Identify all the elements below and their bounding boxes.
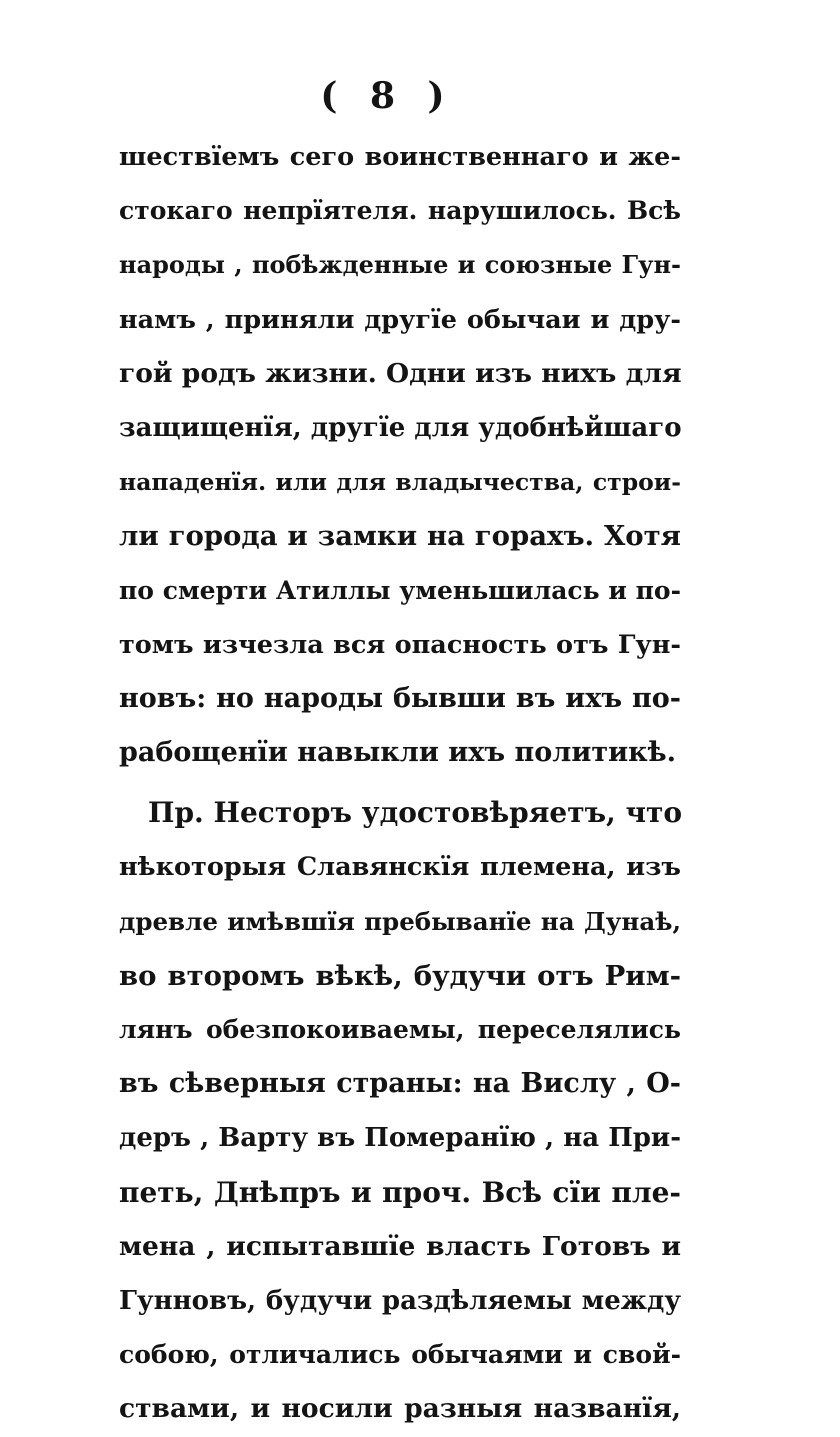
text-line: ствами, и носили разныя названїя, <box>119 1393 681 1425</box>
text-line: новъ: но народы бывши въ ихъ по- <box>119 682 681 714</box>
text-line: петь, Днѣпръ и проч. Всѣ сїи пле- <box>119 1175 681 1209</box>
text-line: нѣкоторыя Славянскїя племена, изъ <box>119 852 681 883</box>
text-line: Гунновъ, будучи раздѣляемы между <box>119 1285 681 1316</box>
text-line: во второмъ вѣкѣ, будучи отъ Рим- <box>119 959 681 992</box>
text-line: древле имѣвшїя пребыванїе на Дунаѣ, <box>119 906 681 936</box>
text-line: по смерти Атиллы уменьшилась и по- <box>119 575 681 605</box>
paragraph-2 <box>119 786 681 1436</box>
paragraph-1 <box>119 130 681 780</box>
text-line: защищенїя, другїе для удобнѣйшаго <box>119 412 682 443</box>
text-line: рабощенїи навыкли ихъ политикѣ. <box>119 737 676 769</box>
text-line: нападенїя. или для владычества, строи- <box>119 468 681 497</box>
text-line: ли города и замки на горахъ. Хотя <box>119 520 681 553</box>
text-line: Пр. Несторъ удостовѣряетъ, что <box>148 796 683 830</box>
text-line: въ сѣверныя страны: на Вислу , О- <box>119 1068 681 1100</box>
text-line: шествїемъ сего воинственнаго и же- <box>119 142 681 172</box>
text-line: гой родъ жизни. Одни изъ нихъ для <box>119 357 682 389</box>
text-line: мена , испытавшїе власть Готовъ и <box>119 1230 681 1262</box>
text-line: народы , побѣжденные и союзные Гун- <box>119 250 681 280</box>
text-line: собою, отличались обычаями и свой- <box>119 1340 681 1370</box>
text-line: лянъ обезпокоиваемы, переселялись <box>119 1015 681 1044</box>
text-line: намъ , приняли другїе обычаи и дру- <box>119 304 681 335</box>
text-line: деръ , Варту въ Померанїю , на При- <box>119 1123 681 1154</box>
body-text <box>119 130 681 1437</box>
text-line: стокаго непрїятеля. нарушилось. Всѣ <box>119 196 681 226</box>
text-line: томъ изчезла вся опасность отъ Гун- <box>119 629 681 660</box>
page-number: ( 8 ) <box>320 75 455 117</box>
